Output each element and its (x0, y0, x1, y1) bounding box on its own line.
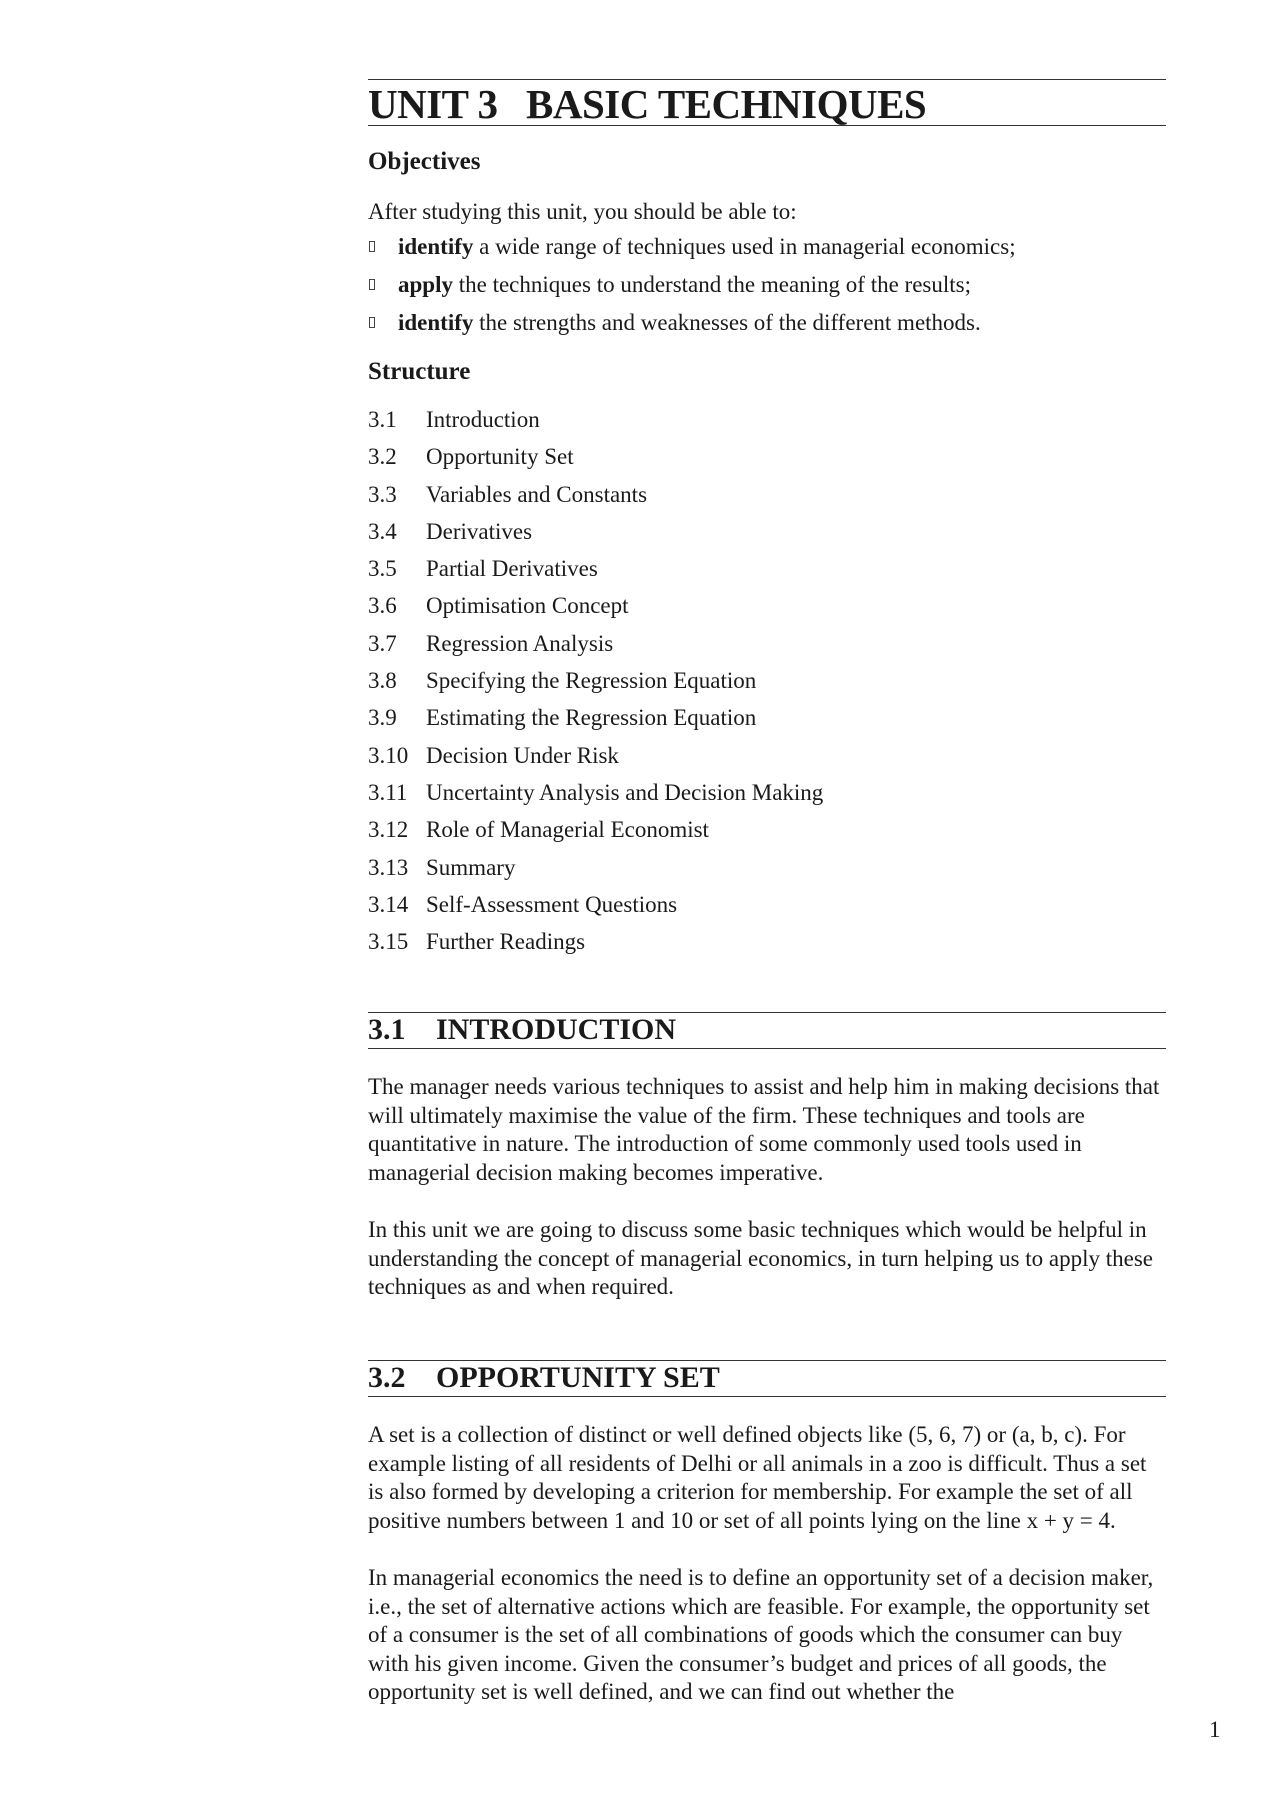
objective-text: the strengths and weaknesses of the different methods. (473, 310, 981, 335)
section-3-2-heading (368, 1360, 1166, 1397)
objective-item (368, 270, 1166, 308)
toc-label: Role of Managerial Economist (426, 817, 709, 843)
toc-item (368, 517, 1166, 554)
toc-item (368, 480, 1166, 517)
toc-number: 3.5 (368, 556, 397, 582)
section-number: 3.1 (368, 1013, 406, 1046)
unit-header (368, 79, 1166, 126)
toc-label: Summary (426, 854, 516, 880)
toc-number: 3.15 (368, 929, 409, 955)
toc-number: 3.7 (368, 630, 397, 656)
intro-paragraph-2: In this unit we are going to discuss some basic techniques which would be helpful in understanding the concept of managerial economics, in turn helping us to apply these techniques as and when required. (368, 1217, 1153, 1300)
unit-title (368, 80, 1166, 125)
toc-label: Uncertainty Analysis and Decision Making (426, 779, 824, 805)
toc-number: 3.9 (368, 705, 397, 731)
section-bottom-rule (368, 1048, 1166, 1049)
section-3-1-heading (368, 1012, 1166, 1049)
toc-label: Estimating the Regression Equation (426, 705, 757, 731)
toc-item (368, 405, 1166, 442)
toc-label: Decision Under Risk (426, 742, 619, 768)
section-title (368, 1013, 1166, 1048)
toc-number: 3.13 (368, 854, 409, 880)
opportunity-paragraph-2: In managerial economics the need is to define an opportunity set of a decision maker, i.e., the set of alternative actions which are feasible. For example, the opportunity set of a consumer is the set of all combinations of goods which the consumer can buy with his given income. Given the consumer’s budget and prices of all goods, the opportunity set is well defined, and we can find out whether the (368, 1565, 1154, 1705)
toc-number: 3.1 (368, 407, 397, 432)
bullet-icon (369, 279, 375, 290)
objective-text: the techniques to understand the meaning of the results; (452, 272, 971, 297)
toc-item (368, 853, 1166, 890)
toc-number: 3.4 (368, 518, 397, 544)
section-title (368, 1361, 1166, 1396)
page-number: 1 (1209, 1717, 1221, 1742)
toc-label: Introduction (426, 407, 540, 432)
toc-item (368, 554, 1166, 591)
objective-verb: identify (398, 234, 474, 259)
objectives-list (368, 232, 1166, 346)
unit-name: BASIC TECHNIQUES (526, 81, 927, 127)
toc-label: Partial Derivatives (426, 556, 598, 582)
intro-paragraph-1: The manager needs various techniques to assist and help him in making decisions that will ultimately maximise the value of the firm. These techniques and tools are quantitative in nature. The introduction of some commonly used tools used in managerial decision making becomes imperative. (368, 1074, 1160, 1185)
toc-number: 3.2 (368, 444, 397, 470)
section-name: OPPORTUNITY SET (436, 1361, 720, 1394)
bullet-icon (369, 241, 375, 252)
toc-label: Derivatives (426, 518, 533, 544)
structure-list (368, 405, 1166, 964)
toc-number: 3.8 (368, 668, 397, 694)
toc-label: Specifying the Regression Equation (426, 668, 757, 694)
section-number: 3.2 (368, 1361, 406, 1394)
toc-number: 3.11 (368, 779, 408, 805)
toc-item (368, 890, 1166, 927)
toc-item (368, 927, 1166, 964)
bullet-icon (369, 317, 375, 328)
toc-label: Optimisation Concept (426, 593, 629, 619)
toc-number: 3.14 (368, 891, 409, 917)
section-name: INTRODUCTION (436, 1013, 677, 1046)
toc-item (368, 629, 1166, 666)
toc-item (368, 703, 1166, 740)
toc-item (368, 815, 1166, 852)
toc-item (368, 666, 1166, 703)
objective-verb: apply (398, 272, 453, 297)
opportunity-paragraph-1: A set is a collection of distinct or well defined objects like (5, 6, 7) or (a, b, c). For example listing of all residents of Delhi or all animals in a zoo is difficult. Thus a set is also formed by developing a criterion for membership. For example the set of all positive numbers between 1 and 10 or set of all points lying on the line x + y = 4. (368, 1422, 1147, 1533)
toc-label: Further Readings (426, 929, 586, 955)
objective-item (368, 308, 1166, 346)
structure-heading: Structure (368, 358, 471, 385)
toc-number: 3.3 (368, 481, 397, 507)
objectives-intro: After studying this unit, you should be able to: (368, 199, 797, 224)
objective-verb: identify (398, 310, 474, 335)
objective-item (368, 232, 1166, 270)
toc-item (368, 442, 1166, 479)
toc-label: Opportunity Set (426, 444, 574, 470)
toc-item (368, 591, 1166, 628)
unit-number: UNIT 3 (368, 81, 498, 127)
objective-text: a wide range of techniques used in managerial economics; (473, 234, 1016, 259)
toc-item (368, 778, 1166, 815)
toc-number: 3.6 (368, 593, 397, 619)
toc-label: Self-Assessment Questions (426, 891, 678, 917)
toc-number: 3.10 (368, 742, 409, 768)
section-bottom-rule (368, 1396, 1166, 1397)
toc-label: Regression Analysis (426, 630, 614, 656)
toc-item (368, 741, 1166, 778)
toc-label: Variables and Constants (426, 481, 648, 507)
objectives-heading: Objectives (368, 148, 481, 175)
toc-number: 3.12 (368, 817, 409, 843)
